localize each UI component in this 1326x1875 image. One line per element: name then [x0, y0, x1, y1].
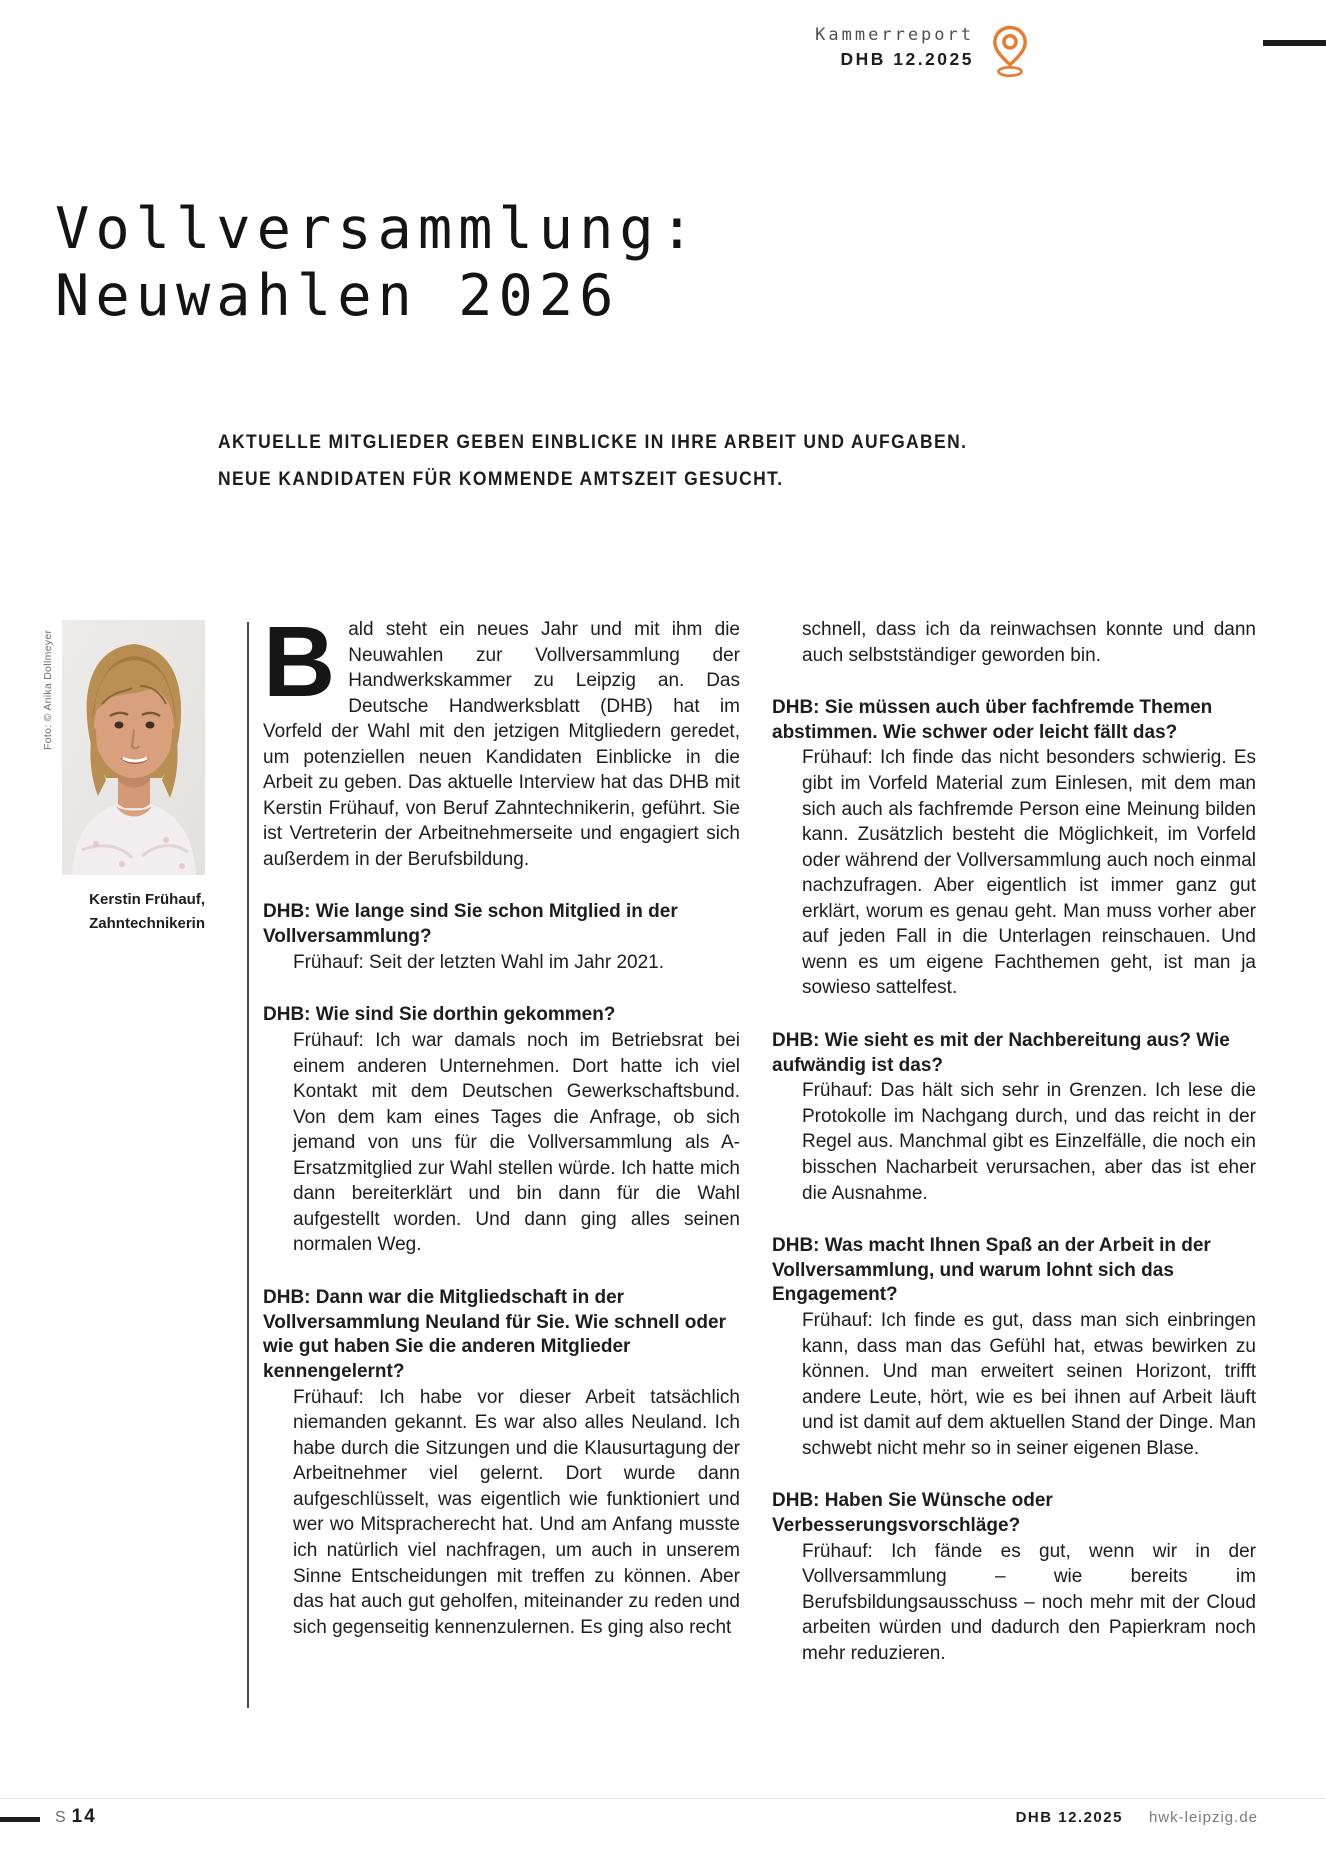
subtitle-line-1: AKTUELLE MITGLIEDER GEBEN EINBLICKE IN IHRE ARBEIT UND AUFGABEN. [218, 432, 968, 453]
photo-caption [48, 888, 205, 936]
interview-answer: Frühauf: Ich finde das nicht besonders schwierig. Es gibt im Vorfeld Material zum Einlesen, mit dem man sich auch als fachfremde Person eine Meinung bilden kann. Zusätzlich besteht die Möglichkeit, im Vorfeld oder während der Vollversammlung auch noch einmal nachzufragen. Aber eigentlich ist immer ganz gut erklärt, worum es genau geht. Man muss vorher aber auf jeden Fall in die Unterlagen reinschauen. Und wenn es um eigene Fachthemen geht, ist man ja sowieso sattelfest. [802, 747, 1256, 999]
subtitle-line-2: NEUE KANDIDATEN FÜR KOMMENDE AMTSZEIT GESUCHT. [218, 469, 784, 491]
interview-answer-continued: schnell, dass ich da reinwachsen konnte und dann auch selbstständiger geworden bin. [802, 619, 1256, 666]
issue-label: DHB 12.2025 [840, 48, 974, 69]
section-label: Kammerreport [815, 25, 974, 45]
intro-text: ald steht ein neues Jahr und mit ihm die Neuwahlen zur Vollversammlung der Handwerkskammer zu Leipzig an. Das Deutsche Handwerksblatt (DHB) hat im Vorfeld der Wahl mit den jetzigen Mitgliedern geredet, um potenziellen neuen Kandidaten Einblicke in die Arbeit zu geben. Das aktuelle Interview hat das DHB mit Kerstin Frühauf, von Beruf Zahntechnikerin, geführt. Sie ist Vertreterin der Arbeitnehmerseite und engagiert sich außerdem in der Berufsbildung. [263, 619, 740, 870]
interview-question: DHB: Dann war die Mitgliedschaft in der Vollversammlung Neuland für Sie. Wie schnell oder wie gut haben Sie die anderen Mitglieder kennengelernt? [263, 1287, 726, 1383]
portrait-photo [62, 620, 205, 875]
page-header [815, 24, 1032, 78]
footer-left-bar [0, 1817, 40, 1822]
intro-paragraph [263, 606, 740, 872]
column-divider [247, 622, 249, 1708]
caption-profession: Zahntechnikerin [89, 915, 205, 932]
photo-credit: Foto: © Anika Dollmeyer [42, 629, 54, 750]
interview-answer: Frühauf: Ich war damals noch im Betriebsrat bei einem anderen Unternehmen. Dort hatte ich viel Kontakt mit dem Deutschen Gewerkschaftsbund. Von dem kam eines Tages die Anfrage, ob sich jemand von uns für die Vollversammlung als A-Ersatzmitglied zur Wahl stellen würde. Ich hatte mich dann bereiterklärt und bin dann für die Wahl aufgestellt worden. Und dann ging alles seinen normalen Weg. [293, 1030, 740, 1256]
interview-question: DHB: Wie sind Sie dorthin gekommen? [263, 1004, 616, 1026]
caption-name: Kerstin Frühauf, [89, 891, 205, 908]
article-column-left [263, 606, 740, 1640]
interview-question: DHB: Was macht Ihnen Spaß an der Arbeit in der Vollversammlung, und warum lohnt sich das Engagement? [772, 1235, 1211, 1306]
interview-question: DHB: Sie müssen auch über fachfremde Themen abstimmen. Wie schwer oder leicht fällt das? [772, 697, 1213, 743]
header-text [815, 24, 974, 69]
page-number [55, 1806, 97, 1828]
article-column-right [772, 617, 1256, 1667]
page-prefix: S [55, 1809, 66, 1826]
interview-answer: Frühauf: Ich habe vor dieser Arbeit tatsächlich niemanden gekannt. Es war also alles Neuland. Ich habe durch die Sitzungen und die Klausurtagung der Arbeitnehmer viel gelernt. Dort wurde dann aufgeschlüsselt, was eigentlich wie funktioniert und wer wo Mitspracherecht hat. Und am Anfang musste ich natürlich viel nachfragen, um auch in unserem Sinne Entscheidungen mit treffen zu können. Aber das hat auch gut geholfen, miteinander zu reden und sich gegenseitig kennenzulernen. Es ging also recht [293, 1386, 740, 1638]
article-title [55, 196, 700, 331]
footer-website: hwk-leipzig.de [1148, 1809, 1258, 1826]
footer-right [1016, 1809, 1258, 1826]
page-number-value: 14 [71, 1806, 97, 1827]
interview-answer: Frühauf: Das hält sich sehr in Grenzen. Ich lese die Protokolle im Nachgang durch, und das reicht in der Regel aus. Manchmal gibt es Einzelfälle, die noch ein bisschen Nacharbeit verursachen, aber das ist eher die Ausnahme. [802, 1080, 1256, 1204]
location-pin-icon [988, 24, 1032, 78]
interview-question: DHB: Wie sieht es mit der Nachbereitung aus? Wie aufwändig ist das? [772, 1029, 1230, 1076]
title-line-2: Neuwahlen 2026 [55, 263, 620, 330]
title-line-1: Vollversammlung: [55, 196, 701, 262]
footer-rule [0, 1798, 1326, 1799]
interview-answer: Frühauf: Ich fände es gut, wenn wir in der Vollversammlung – wie bereits im Berufsbildungsausschuss – noch mehr mit der Cloud arbeiten würden und dadurch den Papierkram noch mehr reduzieren. [802, 1540, 1256, 1664]
footer-issue: DHB 12.2025 [1015, 1809, 1123, 1826]
header-corner-bar [1263, 40, 1326, 46]
interview-question: DHB: Haben Sie Wünsche oder Verbesserungsvorschläge? [772, 1490, 1053, 1537]
drop-cap: B [263, 606, 336, 718]
interview-answer: Frühauf: Ich finde es gut, dass man sich einbringen kann, dass man das Gefühl hat, etwas bewirken zu können. Und man erweitert seinen Horizont, trifft andere Leute, hört, wie es bei ihnen auf Arbeit läuft und ist damit auf dem aktuellen Stand der Dinge. Man schwebt nicht mehr so in seiner eigenen Blase. [802, 1310, 1256, 1459]
article-subtitle [218, 424, 967, 498]
interview-answer: Frühauf: Seit der letzten Wahl im Jahr 2021. [293, 951, 665, 973]
interview-question: DHB: Wie lange sind Sie schon Mitglied in der Vollversammlung? [263, 901, 678, 948]
